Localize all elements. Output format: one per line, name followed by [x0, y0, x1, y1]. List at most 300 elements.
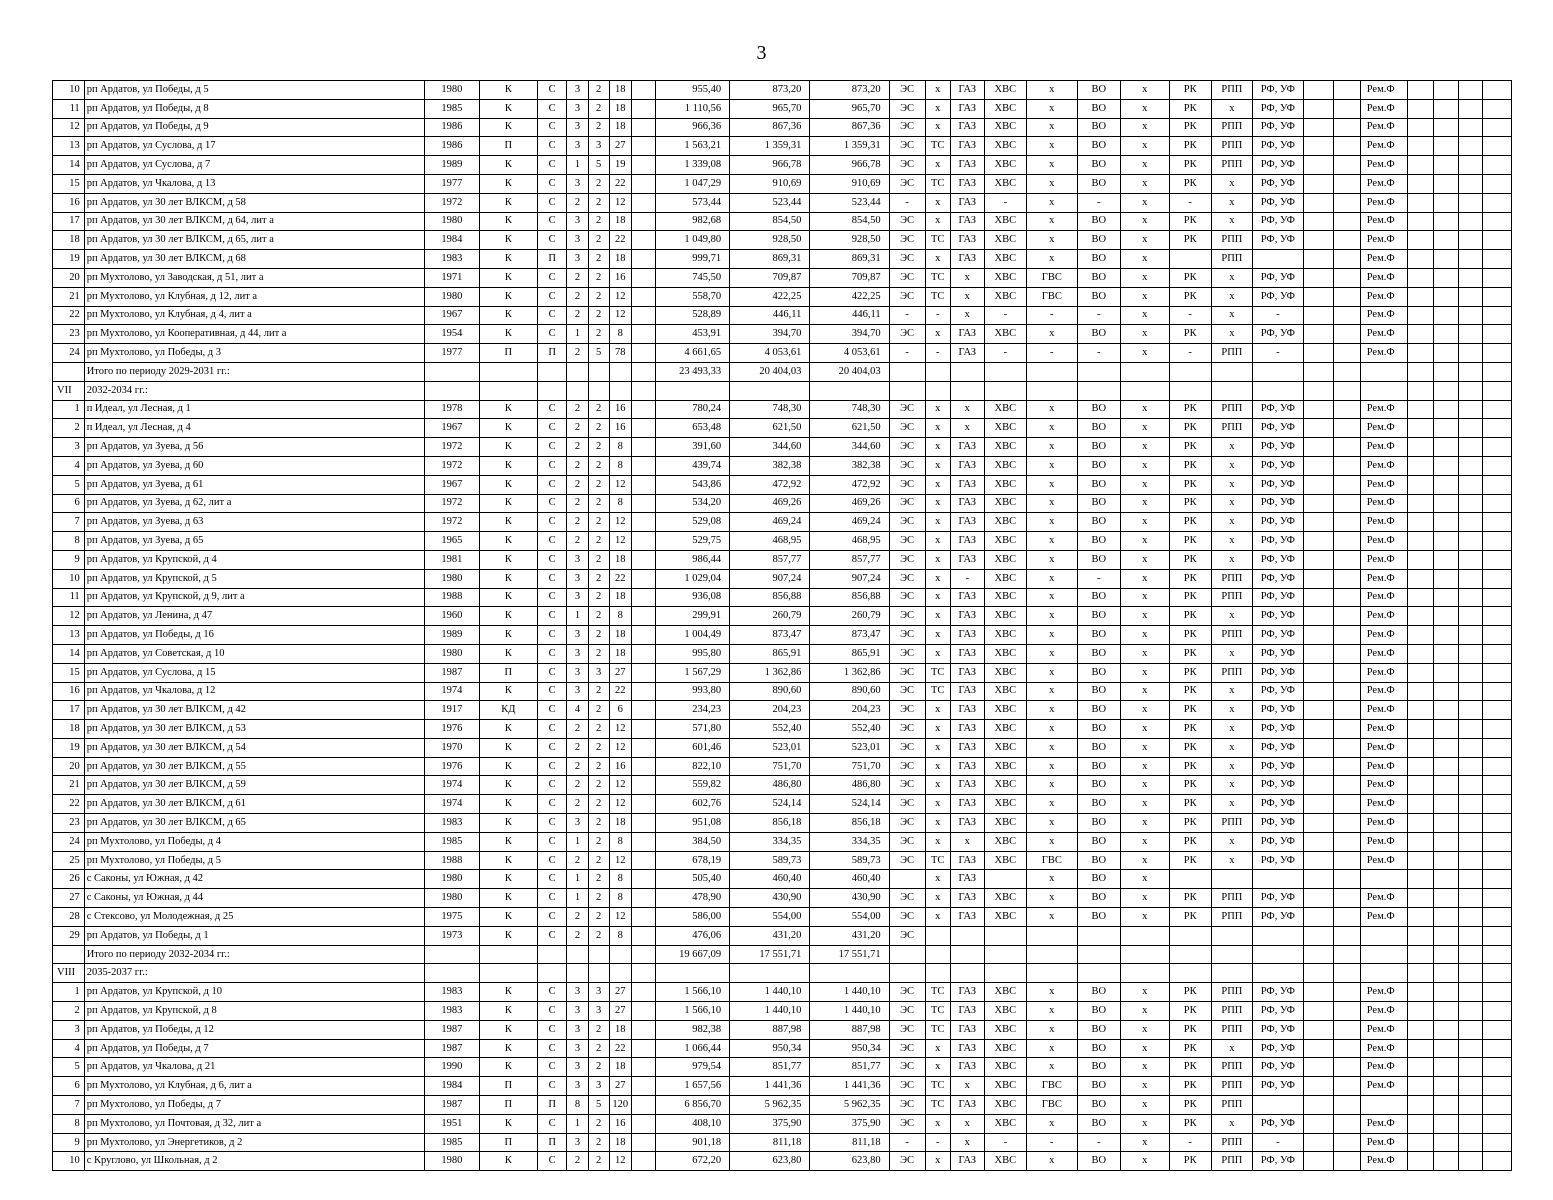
table-cell	[1483, 362, 1512, 381]
table-cell: РФ, УФ	[1252, 268, 1303, 287]
table-cell: 709,87	[730, 268, 810, 287]
table-cell: 1985	[424, 99, 479, 118]
table-cell	[1120, 381, 1169, 400]
table-cell: РФ, УФ	[1252, 663, 1303, 682]
table-row	[53, 118, 1512, 137]
table-cell: Рем.Ф	[1360, 193, 1408, 212]
table-cell: 2	[567, 532, 588, 551]
table-cell: 2	[588, 419, 609, 438]
table-cell: 3	[588, 1002, 609, 1021]
table-cell: 18	[609, 644, 631, 663]
table-cell: -	[1169, 306, 1211, 325]
table-cell	[1303, 325, 1334, 344]
table-cell: 3	[567, 550, 588, 569]
table-cell	[1408, 513, 1433, 532]
table-cell	[1252, 926, 1303, 945]
table-cell: х	[1120, 325, 1169, 344]
table-cell: П	[479, 663, 537, 682]
table-cell: 1980	[424, 212, 479, 231]
table-cell: ВО	[1077, 870, 1120, 889]
table-row	[53, 137, 1512, 156]
table-cell: 8	[567, 1096, 588, 1115]
table-cell: 9	[53, 550, 85, 569]
table-cell: РПП	[1211, 983, 1252, 1002]
table-cell: ХВС	[984, 738, 1026, 757]
table-cell: РФ, УФ	[1252, 1002, 1303, 1021]
table-cell	[1408, 870, 1433, 889]
table-cell	[1483, 231, 1512, 250]
table-cell	[984, 926, 1026, 945]
table-cell	[1458, 945, 1482, 964]
table-cell	[1408, 381, 1433, 400]
table-cell: х	[1211, 306, 1252, 325]
housing-registry-table	[52, 80, 1512, 1171]
table-cell: х	[925, 832, 950, 851]
table-cell	[1077, 926, 1120, 945]
table-cell: ХВС	[984, 1152, 1026, 1171]
table-cell	[1458, 644, 1482, 663]
table-cell	[1408, 832, 1433, 851]
table-cell: Рем.Ф	[1360, 738, 1408, 757]
table-row	[53, 607, 1512, 626]
table-cell: х	[925, 212, 950, 231]
table-cell: ХВС	[984, 475, 1026, 494]
table-cell	[1458, 1133, 1482, 1152]
table-cell: С	[537, 569, 567, 588]
table-cell	[1026, 964, 1077, 983]
table-cell: 2	[588, 1039, 609, 1058]
table-cell: РФ, УФ	[1252, 325, 1303, 344]
table-cell: 20	[53, 757, 85, 776]
table-cell: ГАЗ	[950, 456, 984, 475]
table-cell	[1483, 964, 1512, 983]
table-cell: ВО	[1077, 137, 1120, 156]
table-cell: ГАЗ	[950, 325, 984, 344]
table-cell: С	[537, 156, 567, 175]
table-cell	[1303, 268, 1334, 287]
table-cell: 873,47	[810, 626, 889, 645]
table-cell: РФ, УФ	[1252, 174, 1303, 193]
table-cell: 3	[567, 682, 588, 701]
table-cell: ГАЗ	[950, 81, 984, 100]
table-cell: РФ, УФ	[1252, 550, 1303, 569]
table-cell: рп Ардатов, ул 30 лет ВЛКСМ, д 65	[84, 814, 424, 833]
table-cell: ТС	[925, 268, 950, 287]
table-cell	[1458, 588, 1482, 607]
table-cell: 2	[567, 1152, 588, 1171]
table-cell	[730, 381, 810, 400]
table-cell	[1483, 757, 1512, 776]
table-cell	[1483, 588, 1512, 607]
table-cell	[1303, 174, 1334, 193]
table-cell: 2	[588, 250, 609, 269]
table-cell: 2	[567, 475, 588, 494]
table-cell: 8	[609, 456, 631, 475]
table-cell: ЭС	[889, 325, 925, 344]
table-cell: Рем.Ф	[1360, 532, 1408, 551]
table-cell: 1980	[424, 569, 479, 588]
table-cell	[1303, 381, 1334, 400]
table-row	[53, 1058, 1512, 1077]
table-cell: Рем.Ф	[1360, 851, 1408, 870]
table-cell	[1483, 889, 1512, 908]
table-cell	[1252, 964, 1303, 983]
table-cell: РФ, УФ	[1252, 701, 1303, 720]
table-cell: П	[537, 1096, 567, 1115]
table-cell: 2	[588, 889, 609, 908]
table-cell: -	[984, 306, 1026, 325]
table-cell: х	[1026, 738, 1077, 757]
table-cell: ГАЗ	[950, 663, 984, 682]
table-cell: 1985	[424, 1133, 479, 1152]
table-cell	[1483, 626, 1512, 645]
table-cell: РК	[1169, 889, 1211, 908]
table-cell: 1 362,86	[810, 663, 889, 682]
table-cell	[1483, 926, 1512, 945]
table-row	[53, 720, 1512, 739]
table-cell: РК	[1169, 1039, 1211, 1058]
table-cell: К	[479, 889, 537, 908]
table-cell: рп Ардатов, ул Суслова, д 15	[84, 663, 424, 682]
table-cell: VII	[53, 381, 85, 400]
table-cell: ГАЗ	[950, 682, 984, 701]
table-cell: 8	[609, 870, 631, 889]
table-cell: ВО	[1077, 738, 1120, 757]
table-cell: 2	[588, 682, 609, 701]
table-cell: 748,30	[810, 400, 889, 419]
table-cell: х	[1120, 419, 1169, 438]
table-cell: ЭС	[889, 1002, 925, 1021]
table-cell: рп Ардатов, ул Победы, д 5	[84, 81, 424, 100]
table-cell	[1303, 456, 1334, 475]
table-cell: РК	[1169, 1096, 1211, 1115]
table-cell: С	[537, 832, 567, 851]
table-cell	[1334, 607, 1360, 626]
table-cell: х	[1026, 532, 1077, 551]
table-cell: 78	[609, 344, 631, 363]
table-cell: 1972	[424, 438, 479, 457]
table-cell: 2	[588, 1020, 609, 1039]
table-cell: 18	[609, 588, 631, 607]
table-cell: 623,80	[810, 1152, 889, 1171]
table-cell	[1433, 456, 1458, 475]
table-cell: 986,44	[656, 550, 730, 569]
table-cell: с Саконы, ул Южная, д 42	[84, 870, 424, 889]
table-cell	[424, 964, 479, 983]
table-cell	[984, 964, 1026, 983]
table-cell: х	[1120, 588, 1169, 607]
table-cell: РК	[1169, 1077, 1211, 1096]
table-cell: х	[1211, 607, 1252, 626]
table-cell: ТС	[925, 983, 950, 1002]
table-cell	[1433, 532, 1458, 551]
table-cell: х	[925, 250, 950, 269]
table-cell	[1483, 156, 1512, 175]
table-cell: 2	[588, 607, 609, 626]
table-cell: х	[1120, 99, 1169, 118]
table-cell: Рем.Ф	[1360, 1058, 1408, 1077]
table-cell: рп Ардатов, ул Чкалова, д 21	[84, 1058, 424, 1077]
table-cell	[1458, 983, 1482, 1002]
table-cell: 955,40	[656, 81, 730, 100]
table-cell: х	[1120, 193, 1169, 212]
table-row	[53, 475, 1512, 494]
table-cell: ХВС	[984, 419, 1026, 438]
table-cell: х	[1120, 626, 1169, 645]
table-cell: х	[925, 513, 950, 532]
table-cell: 2	[567, 193, 588, 212]
table-cell: рп Ардатов, ул Зуева, д 61	[84, 475, 424, 494]
table-cell: ВО	[1077, 456, 1120, 475]
table-cell: 1	[567, 607, 588, 626]
table-cell	[53, 362, 85, 381]
table-cell: х	[925, 1152, 950, 1171]
table-cell	[1483, 851, 1512, 870]
table-cell: 1983	[424, 814, 479, 833]
table-cell	[631, 757, 655, 776]
table-cell: 1951	[424, 1114, 479, 1133]
table-cell: 890,60	[810, 682, 889, 701]
table-cell: 2	[567, 795, 588, 814]
table-cell: К	[479, 419, 537, 438]
table-cell	[1408, 550, 1433, 569]
table-cell	[1334, 156, 1360, 175]
table-cell	[1458, 1077, 1482, 1096]
table-cell: 5 962,35	[730, 1096, 810, 1115]
table-cell: 2	[567, 757, 588, 776]
table-cell: ЭС	[889, 720, 925, 739]
table-cell: 14	[53, 644, 85, 663]
table-cell	[631, 156, 655, 175]
table-cell	[631, 1058, 655, 1077]
table-cell: х	[1211, 1114, 1252, 1133]
table-cell	[1026, 381, 1077, 400]
table-cell	[1360, 945, 1408, 964]
table-cell	[1408, 156, 1433, 175]
table-cell	[1334, 287, 1360, 306]
table-cell: 2	[588, 550, 609, 569]
table-cell: 1980	[424, 870, 479, 889]
table-cell	[1433, 1133, 1458, 1152]
table-cell: К	[479, 795, 537, 814]
table-cell	[1408, 250, 1433, 269]
table-cell: РПП	[1211, 231, 1252, 250]
table-cell	[1408, 908, 1433, 927]
table-cell: х	[1120, 306, 1169, 325]
table-cell: х	[1120, 550, 1169, 569]
table-cell	[1408, 1133, 1433, 1152]
table-cell	[631, 588, 655, 607]
table-cell	[537, 964, 567, 983]
table-cell: ВО	[1077, 776, 1120, 795]
table-cell	[1408, 212, 1433, 231]
table-cell	[1334, 118, 1360, 137]
table-cell: х	[1120, 513, 1169, 532]
table-cell: ГАЗ	[950, 513, 984, 532]
table-cell	[1433, 738, 1458, 757]
table-cell: 2	[567, 456, 588, 475]
table-cell: РПП	[1211, 118, 1252, 137]
table-cell: 966,36	[656, 118, 730, 137]
table-cell	[1169, 381, 1211, 400]
table-cell	[631, 889, 655, 908]
table-cell: Рем.Ф	[1360, 588, 1408, 607]
table-cell: х	[1120, 268, 1169, 287]
table-row	[53, 1077, 1512, 1096]
table-cell: ГАЗ	[950, 99, 984, 118]
table-cell: рп Ардатов, ул Суслова, д 7	[84, 156, 424, 175]
table-cell	[1408, 532, 1433, 551]
table-cell: РФ, УФ	[1252, 137, 1303, 156]
table-cell: ХВС	[984, 156, 1026, 175]
table-cell	[479, 945, 537, 964]
table-cell	[1458, 701, 1482, 720]
table-cell: ГАЗ	[950, 720, 984, 739]
table-cell	[1433, 137, 1458, 156]
table-cell: ГАЗ	[950, 795, 984, 814]
table-cell: П	[479, 1096, 537, 1115]
table-cell: 3	[567, 1020, 588, 1039]
table-cell	[1303, 81, 1334, 100]
table-cell: ВО	[1077, 287, 1120, 306]
table-cell: 478,90	[656, 889, 730, 908]
table-cell: ТС	[925, 1002, 950, 1021]
table-cell	[631, 663, 655, 682]
table-cell: ХВС	[984, 889, 1026, 908]
table-cell: х	[1211, 287, 1252, 306]
table-cell: К	[479, 550, 537, 569]
table-cell	[537, 381, 567, 400]
table-cell: х	[1026, 438, 1077, 457]
table-cell: 3	[588, 983, 609, 1002]
table-cell: РПП	[1211, 400, 1252, 419]
table-cell: 204,23	[730, 701, 810, 720]
table-cell	[1483, 81, 1512, 100]
table-cell	[631, 983, 655, 1002]
table-cell: 469,24	[730, 513, 810, 532]
table-cell: К	[479, 983, 537, 1002]
table-cell: 2	[588, 118, 609, 137]
table-cell: 1 566,10	[656, 983, 730, 1002]
table-cell: 1 049,80	[656, 231, 730, 250]
table-cell: 19	[609, 156, 631, 175]
table-cell: 1987	[424, 1096, 479, 1115]
table-cell	[1408, 475, 1433, 494]
table-row	[53, 795, 1512, 814]
table-cell: х	[1211, 494, 1252, 513]
table-cell	[1458, 306, 1482, 325]
table-cell: рп Мухтолово, ул Кооперативная, д 44, лит а	[84, 325, 424, 344]
table-cell: рп Ардатов, ул Суслова, д 17	[84, 137, 424, 156]
table-cell: Рем.Ф	[1360, 908, 1408, 927]
table-cell: 552,40	[730, 720, 810, 739]
table-row	[53, 1002, 1512, 1021]
table-cell: 1 440,10	[810, 1002, 889, 1021]
table-cell: С	[537, 1058, 567, 1077]
table-cell: РФ, УФ	[1252, 832, 1303, 851]
table-cell: 2	[588, 174, 609, 193]
table-cell	[1408, 1096, 1433, 1115]
table-cell: С	[537, 419, 567, 438]
table-cell: ХВС	[984, 663, 1026, 682]
table-cell: РФ, УФ	[1252, 889, 1303, 908]
table-cell	[631, 99, 655, 118]
table-cell	[1433, 964, 1458, 983]
table-cell: 5 962,35	[810, 1096, 889, 1115]
table-cell: 523,01	[810, 738, 889, 757]
table-cell	[1458, 851, 1482, 870]
table-cell	[1483, 983, 1512, 1002]
table-cell: ТС	[925, 1020, 950, 1039]
table-cell: 851,77	[810, 1058, 889, 1077]
table-cell	[1483, 1058, 1512, 1077]
table-cell: ГАЗ	[950, 438, 984, 457]
table-cell: 7	[53, 1096, 85, 1115]
table-cell: РФ, УФ	[1252, 156, 1303, 175]
table-cell: 12	[53, 607, 85, 626]
table-cell: х	[1120, 607, 1169, 626]
table-cell	[1483, 438, 1512, 457]
table-cell: х	[1120, 250, 1169, 269]
table-cell	[1334, 212, 1360, 231]
table-cell: ГАЗ	[950, 475, 984, 494]
table-cell	[631, 287, 655, 306]
table-cell: 4 053,61	[730, 344, 810, 363]
table-cell	[631, 682, 655, 701]
table-cell: -	[1169, 193, 1211, 212]
table-cell: 523,44	[730, 193, 810, 212]
table-cell: ВО	[1077, 325, 1120, 344]
table-cell: 653,48	[656, 419, 730, 438]
table-cell: РФ, УФ	[1252, 1020, 1303, 1039]
table-cell	[1483, 250, 1512, 269]
table-cell	[1458, 137, 1482, 156]
table-cell: ГАЗ	[950, 1002, 984, 1021]
table-cell	[1433, 626, 1458, 645]
table-cell	[1458, 964, 1482, 983]
table-cell: К	[479, 287, 537, 306]
table-cell: Рем.Ф	[1360, 494, 1408, 513]
table-cell: х	[1120, 81, 1169, 100]
table-cell	[1334, 945, 1360, 964]
table-cell	[631, 1077, 655, 1096]
table-cell	[1077, 362, 1120, 381]
table-row	[53, 532, 1512, 551]
table-cell	[1303, 287, 1334, 306]
table-cell: Рем.Ф	[1360, 1002, 1408, 1021]
table-cell	[1408, 231, 1433, 250]
table-cell	[1483, 1114, 1512, 1133]
table-cell: х	[1211, 456, 1252, 475]
table-cell	[631, 118, 655, 137]
table-cell: 2	[588, 1152, 609, 1171]
table-cell	[1483, 870, 1512, 889]
table-cell	[1408, 419, 1433, 438]
table-cell: 21	[53, 776, 85, 795]
table-cell: Рем.Ф	[1360, 325, 1408, 344]
table-cell: рп Мухтолово, ул Почтовая, д 32, лит а	[84, 1114, 424, 1133]
table-cell: ЭС	[889, 757, 925, 776]
table-cell: 951,08	[656, 814, 730, 833]
table-cell: х	[925, 738, 950, 757]
table-cell	[1408, 137, 1433, 156]
table-cell: 1	[567, 870, 588, 889]
table-cell: ГАЗ	[950, 738, 984, 757]
table-cell: 2	[588, 306, 609, 325]
table-cell: Рем.Ф	[1360, 250, 1408, 269]
table-cell	[1408, 268, 1433, 287]
table-row	[53, 889, 1512, 908]
